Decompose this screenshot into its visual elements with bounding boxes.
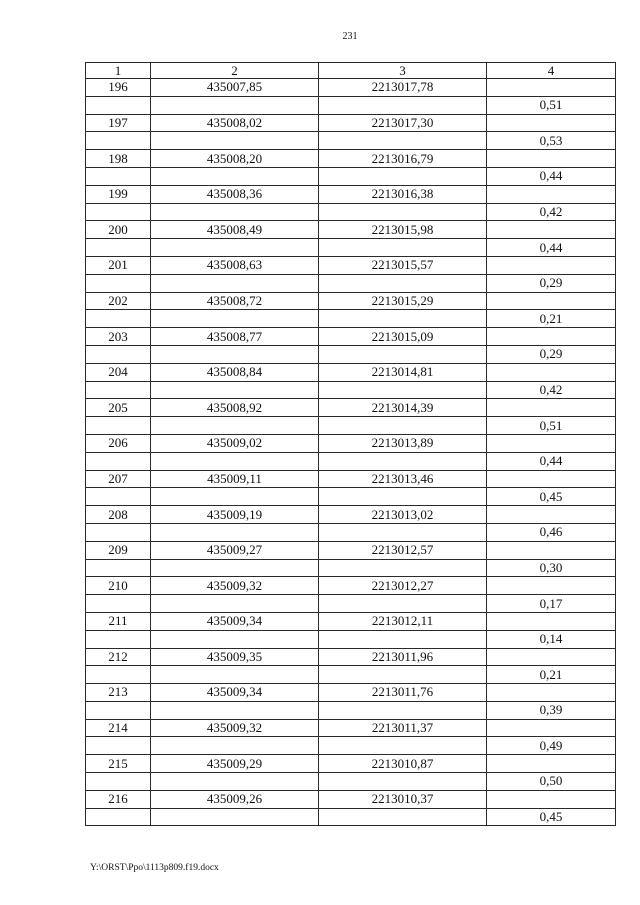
cell-empty <box>319 737 487 755</box>
cell-y: 2213015,98 <box>319 221 487 239</box>
cell-point-number: 204 <box>86 363 151 381</box>
cell-y: 2213013,46 <box>319 470 487 488</box>
cell-distance: 0,51 <box>487 417 616 435</box>
point-row <box>86 612 616 630</box>
cell-point-number: 208 <box>86 506 151 524</box>
point-row <box>86 114 616 132</box>
cell-empty <box>86 381 151 399</box>
cell-empty <box>319 808 487 826</box>
cell-y: 2213015,57 <box>319 256 487 274</box>
table-body <box>86 79 616 826</box>
cell-point-number: 200 <box>86 221 151 239</box>
header-col-3: 3 <box>319 63 487 79</box>
cell-empty <box>487 434 616 452</box>
cell-empty <box>319 239 487 257</box>
cell-empty <box>86 701 151 719</box>
cell-empty <box>319 345 487 363</box>
point-row <box>86 221 616 239</box>
distance-row <box>86 595 616 613</box>
point-row <box>86 684 616 702</box>
cell-distance: 0,44 <box>487 239 616 257</box>
cell-empty <box>319 488 487 506</box>
cell-empty <box>487 577 616 595</box>
header-col-4: 4 <box>487 63 616 79</box>
cell-empty <box>319 203 487 221</box>
cell-distance: 0,49 <box>487 737 616 755</box>
point-row <box>86 79 616 97</box>
cell-y: 2213014,81 <box>319 363 487 381</box>
cell-empty <box>151 203 319 221</box>
cell-y: 2213016,79 <box>319 150 487 168</box>
cell-point-number: 209 <box>86 541 151 559</box>
cell-empty <box>86 559 151 577</box>
cell-x: 435007,85 <box>151 79 319 97</box>
table-header <box>86 63 616 79</box>
cell-empty <box>86 274 151 292</box>
cell-point-number: 202 <box>86 292 151 310</box>
point-row <box>86 328 616 346</box>
cell-empty <box>319 595 487 613</box>
cell-empty <box>151 274 319 292</box>
cell-empty <box>151 559 319 577</box>
cell-y: 2213013,02 <box>319 506 487 524</box>
cell-y: 2213012,11 <box>319 612 487 630</box>
cell-empty <box>487 506 616 524</box>
cell-distance: 0,21 <box>487 666 616 684</box>
cell-empty <box>151 167 319 185</box>
cell-empty <box>487 399 616 417</box>
cell-empty <box>151 595 319 613</box>
cell-empty <box>319 381 487 399</box>
cell-empty <box>151 452 319 470</box>
cell-empty <box>86 737 151 755</box>
cell-empty <box>86 488 151 506</box>
cell-empty <box>487 292 616 310</box>
cell-empty <box>86 417 151 435</box>
distance-row <box>86 274 616 292</box>
distance-row <box>86 701 616 719</box>
point-row <box>86 150 616 168</box>
cell-x: 435009,29 <box>151 755 319 773</box>
cell-empty <box>319 452 487 470</box>
distance-row <box>86 203 616 221</box>
cell-empty <box>487 328 616 346</box>
cell-empty <box>487 790 616 808</box>
cell-empty <box>487 114 616 132</box>
cell-distance: 0,42 <box>487 381 616 399</box>
distance-row <box>86 666 616 684</box>
cell-empty <box>487 719 616 737</box>
cell-point-number: 212 <box>86 648 151 666</box>
cell-empty <box>151 773 319 791</box>
cell-distance: 0,39 <box>487 701 616 719</box>
cell-distance: 0,42 <box>487 203 616 221</box>
cell-y: 2213012,57 <box>319 541 487 559</box>
cell-distance: 0,17 <box>487 595 616 613</box>
distance-row <box>86 167 616 185</box>
cell-distance: 0,29 <box>487 274 616 292</box>
cell-empty <box>86 523 151 541</box>
cell-empty <box>319 666 487 684</box>
cell-empty <box>86 96 151 114</box>
point-row <box>86 434 616 452</box>
cell-point-number: 205 <box>86 399 151 417</box>
cell-empty <box>151 381 319 399</box>
cell-empty <box>319 523 487 541</box>
cell-point-number: 199 <box>86 185 151 203</box>
distance-row <box>86 345 616 363</box>
point-row <box>86 648 616 666</box>
distance-row <box>86 239 616 257</box>
cell-empty <box>151 239 319 257</box>
cell-y: 2213010,87 <box>319 755 487 773</box>
cell-distance: 0,44 <box>487 167 616 185</box>
cell-x: 435008,36 <box>151 185 319 203</box>
cell-empty <box>86 310 151 328</box>
page-number: 231 <box>342 31 358 42</box>
cell-point-number: 207 <box>86 470 151 488</box>
cell-point-number: 196 <box>86 79 151 97</box>
cell-empty <box>319 167 487 185</box>
cell-distance: 0,14 <box>487 630 616 648</box>
cell-empty <box>487 79 616 97</box>
distance-row <box>86 488 616 506</box>
cell-y: 2213017,30 <box>319 114 487 132</box>
cell-x: 435009,11 <box>151 470 319 488</box>
cell-empty <box>487 256 616 274</box>
cell-empty <box>151 96 319 114</box>
cell-empty <box>151 808 319 826</box>
cell-point-number: 214 <box>86 719 151 737</box>
header-row <box>86 63 616 79</box>
cell-empty <box>319 417 487 435</box>
cell-empty <box>86 666 151 684</box>
cell-x: 435008,92 <box>151 399 319 417</box>
cell-point-number: 210 <box>86 577 151 595</box>
cell-empty <box>487 755 616 773</box>
cell-empty <box>487 541 616 559</box>
cell-y: 2213015,29 <box>319 292 487 310</box>
cell-y: 2213015,09 <box>319 328 487 346</box>
cell-empty <box>151 417 319 435</box>
cell-empty <box>151 310 319 328</box>
cell-empty <box>487 221 616 239</box>
cell-empty <box>86 167 151 185</box>
cell-distance: 0,29 <box>487 345 616 363</box>
distance-row <box>86 523 616 541</box>
cell-y: 2213016,38 <box>319 185 487 203</box>
cell-empty <box>86 452 151 470</box>
cell-x: 435009,27 <box>151 541 319 559</box>
point-row <box>86 399 616 417</box>
header-col-2: 2 <box>151 63 319 79</box>
point-row <box>86 363 616 381</box>
cell-empty <box>319 630 487 648</box>
cell-distance: 0,44 <box>487 452 616 470</box>
distance-row <box>86 559 616 577</box>
cell-distance: 0,21 <box>487 310 616 328</box>
distance-row <box>86 452 616 470</box>
distance-row <box>86 773 616 791</box>
cell-empty <box>487 470 616 488</box>
cell-y: 2213010,37 <box>319 790 487 808</box>
cell-empty <box>319 559 487 577</box>
cell-distance: 0,45 <box>487 488 616 506</box>
cell-distance: 0,45 <box>487 808 616 826</box>
cell-empty <box>319 701 487 719</box>
cell-point-number: 215 <box>86 755 151 773</box>
distance-row <box>86 808 616 826</box>
cell-x: 435008,77 <box>151 328 319 346</box>
cell-point-number: 216 <box>86 790 151 808</box>
cell-empty <box>151 701 319 719</box>
cell-x: 435008,20 <box>151 150 319 168</box>
cell-x: 435008,49 <box>151 221 319 239</box>
cell-empty <box>319 96 487 114</box>
cell-x: 435009,26 <box>151 790 319 808</box>
point-row <box>86 506 616 524</box>
distance-row <box>86 96 616 114</box>
cell-empty <box>487 363 616 381</box>
distance-row <box>86 310 616 328</box>
cell-distance: 0,30 <box>487 559 616 577</box>
cell-empty <box>86 630 151 648</box>
cell-distance: 0,53 <box>487 132 616 150</box>
point-row <box>86 790 616 808</box>
point-row <box>86 256 616 274</box>
point-row <box>86 719 616 737</box>
cell-empty <box>86 345 151 363</box>
cell-y: 2213013,89 <box>319 434 487 452</box>
cell-empty <box>151 523 319 541</box>
cell-empty <box>86 773 151 791</box>
cell-y: 2213017,78 <box>319 79 487 97</box>
cell-empty <box>86 132 151 150</box>
coordinates-table <box>85 62 616 826</box>
cell-empty <box>319 773 487 791</box>
distance-row <box>86 630 616 648</box>
cell-empty <box>487 612 616 630</box>
cell-x: 435008,72 <box>151 292 319 310</box>
cell-distance: 0,46 <box>487 523 616 541</box>
header-col-1: 1 <box>86 63 151 79</box>
cell-x: 435008,84 <box>151 363 319 381</box>
cell-x: 435008,63 <box>151 256 319 274</box>
point-row <box>86 755 616 773</box>
cell-empty <box>487 150 616 168</box>
distance-row <box>86 737 616 755</box>
distance-row <box>86 417 616 435</box>
cell-y: 2213011,96 <box>319 648 487 666</box>
distance-row <box>86 132 616 150</box>
cell-empty <box>487 648 616 666</box>
cell-empty <box>86 239 151 257</box>
cell-distance: 0,51 <box>487 96 616 114</box>
point-row <box>86 577 616 595</box>
cell-empty <box>151 488 319 506</box>
cell-y: 2213011,76 <box>319 684 487 702</box>
point-row <box>86 185 616 203</box>
cell-empty <box>319 132 487 150</box>
cell-empty <box>151 737 319 755</box>
cell-x: 435009,34 <box>151 684 319 702</box>
cell-empty <box>86 203 151 221</box>
cell-empty <box>151 630 319 648</box>
cell-point-number: 197 <box>86 114 151 132</box>
cell-empty <box>487 684 616 702</box>
cell-x: 435009,35 <box>151 648 319 666</box>
cell-point-number: 198 <box>86 150 151 168</box>
cell-empty <box>151 666 319 684</box>
cell-point-number: 201 <box>86 256 151 274</box>
point-row <box>86 470 616 488</box>
cell-empty <box>319 310 487 328</box>
cell-point-number: 213 <box>86 684 151 702</box>
cell-empty <box>86 595 151 613</box>
cell-distance: 0,50 <box>487 773 616 791</box>
distance-row <box>86 381 616 399</box>
cell-point-number: 203 <box>86 328 151 346</box>
cell-x: 435009,32 <box>151 719 319 737</box>
point-row <box>86 292 616 310</box>
cell-empty <box>151 132 319 150</box>
cell-point-number: 206 <box>86 434 151 452</box>
cell-y: 2213012,27 <box>319 577 487 595</box>
cell-y: 2213011,37 <box>319 719 487 737</box>
cell-empty <box>86 808 151 826</box>
cell-empty <box>151 345 319 363</box>
cell-empty <box>319 274 487 292</box>
cell-x: 435009,19 <box>151 506 319 524</box>
cell-x: 435008,02 <box>151 114 319 132</box>
cell-x: 435009,02 <box>151 434 319 452</box>
cell-empty <box>487 185 616 203</box>
cell-x: 435009,32 <box>151 577 319 595</box>
cell-point-number: 211 <box>86 612 151 630</box>
footer-file-path: Y:\ORST\Ppo\1113p809.f19.docx <box>90 863 219 873</box>
point-row <box>86 541 616 559</box>
cell-x: 435009,34 <box>151 612 319 630</box>
cell-y: 2213014,39 <box>319 399 487 417</box>
